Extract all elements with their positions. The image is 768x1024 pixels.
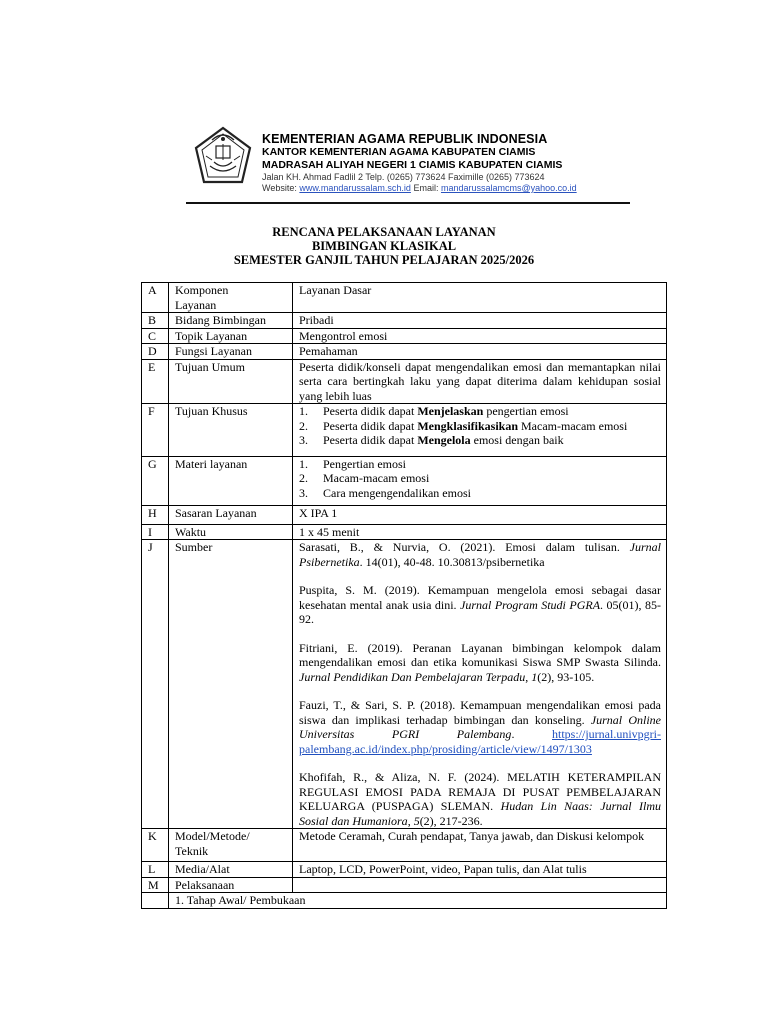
table-row: [142, 359, 667, 404]
website-link[interactable]: www.mandarussalam.sch.id: [299, 183, 411, 193]
row-value: [293, 456, 667, 506]
row-label-line: Layanan: [175, 297, 217, 312]
title-line-1: RENCANA PELAKSANAAN LAYANAN: [272, 225, 496, 239]
service-plan-table: [141, 282, 667, 909]
row-label: Tujuan Umum: [169, 359, 293, 404]
table-row: [142, 344, 667, 360]
ref-text: ,: [407, 813, 414, 828]
list-item: [299, 433, 661, 448]
table-row: [142, 829, 667, 862]
row-value: X IPA 1: [293, 506, 667, 525]
ref-volume: 5: [413, 813, 420, 828]
row-label: Sumber: [169, 540, 293, 829]
ref-text: .: [511, 727, 552, 741]
row-key: H: [142, 506, 169, 525]
row-key: G: [142, 456, 169, 506]
ref-text: (2), 93-105.: [537, 669, 595, 684]
item-text: Pengertian emosi: [323, 456, 406, 471]
item-text: Cara mengengendalikan emosi: [323, 485, 471, 500]
document-title: [0, 225, 768, 267]
row-key: J: [142, 540, 169, 829]
row-label-line: Teknik: [175, 843, 209, 858]
row-value: [293, 404, 667, 457]
ref-text: Puspita, S. M. (2019). Kemampuan mengelola emosi sebagai dasar kesehatan mental anak usia dini.: [299, 583, 661, 612]
row-value: [293, 877, 667, 893]
material-list: [299, 457, 661, 501]
row-key: F: [142, 404, 169, 457]
reference-item: [299, 770, 661, 828]
stage-heading: 1. Tahap Awal/ Pembukaan: [169, 893, 667, 909]
row-key: B: [142, 313, 169, 329]
ref-journal: Jurnal Program Studi PGRA: [460, 597, 601, 612]
item-text: pengertian emosi: [483, 404, 569, 418]
table-row: [142, 404, 667, 457]
reference-list: [293, 540, 667, 829]
list-number: 3.: [299, 485, 308, 500]
row-value: Pemahaman: [293, 344, 667, 360]
ref-text: ,: [525, 669, 532, 684]
row-label: Fungsi Layanan: [169, 344, 293, 360]
row-key: D: [142, 344, 169, 360]
list-number: 2.: [299, 418, 308, 433]
row-value: Pribadi: [293, 313, 667, 329]
table-row: [142, 283, 667, 313]
row-key: I: [142, 524, 169, 540]
row-value: Metode Ceramah, Curah pendapat, Tanya jawab, dan Diskusi kelompok: [293, 829, 667, 862]
row-label: Materi layanan: [169, 456, 293, 506]
table-row: [142, 524, 667, 540]
list-number: 1.: [299, 456, 308, 471]
list-number: 3.: [299, 433, 308, 447]
list-number: 2.: [299, 471, 308, 485]
item-text: Macam-macam emosi: [518, 418, 628, 433]
email-label: Email:: [413, 183, 439, 193]
school-name: MADRASAH ALIYAH NEGERI 1 CIAMIS KABUPATEN CIAMIS: [262, 159, 563, 171]
row-value: Laptop, LCD, PowerPoint, video, Papan tulis, dan Alat tulis: [293, 862, 667, 878]
row-key: A: [142, 283, 169, 313]
reference-item: [299, 698, 661, 756]
item-emphasis: Mengelola: [417, 433, 471, 447]
table-row: [142, 328, 667, 344]
ministry-logo-icon: [192, 126, 254, 190]
list-number: 1.: [299, 404, 308, 418]
row-label: [169, 829, 293, 862]
reference-item: [299, 583, 661, 627]
letterhead-text: [262, 132, 577, 194]
ref-text: Fauzi, T., & Sari, S. P. (2018). Kemampuan mengendalikan emosi pada siswa dan implikasi terhadap bimbingan dan konseling.: [299, 698, 661, 727]
list-item: [299, 471, 661, 486]
item-text: Peserta didik dapat: [323, 433, 418, 447]
row-label: Sasaran Layanan: [169, 506, 293, 525]
item-text: Peserta didik dapat: [323, 404, 418, 418]
row-key: K: [142, 829, 169, 862]
school-address: Jalan KH. Ahmad Fadlil 2 Telp. (0265) 773624 Faximille (0265) 773624: [262, 172, 545, 182]
list-item: [299, 457, 661, 472]
item-emphasis: Menjelaskan: [417, 404, 484, 418]
row-key: M: [142, 877, 169, 893]
item-text: Macam-macam emosi: [323, 471, 430, 485]
row-key-empty: [142, 893, 169, 909]
list-item: [299, 486, 661, 501]
row-key: E: [142, 359, 169, 404]
reference-item: [299, 641, 661, 685]
item-emphasis: Mengklasifikasikan: [417, 418, 519, 433]
row-label: Bidang Bimbingan: [169, 313, 293, 329]
table-row: [142, 456, 667, 506]
ref-text: . 05(01), 85-92.: [299, 597, 661, 626]
row-label: Media/Alat: [169, 862, 293, 878]
table-row: [142, 540, 667, 829]
table-row: [142, 877, 667, 893]
ref-text: Khofifah, R., & Aliza, N. F. (2024). MELATIH KETERAMPILAN REGULASI EMOSI PADA REMAJA DI PUSAT PEMBELAJARAN KELUARGA (PUSPAGA) SLEMAN.: [299, 770, 661, 813]
ministry-name: KEMENTERIAN AGAMA REPUBLIK INDONESIA: [262, 132, 548, 146]
row-label: [169, 283, 293, 313]
ref-journal: Jurnal Psibernetika: [299, 540, 661, 569]
objective-list: [299, 404, 661, 448]
row-value: Peserta didik/konseli dapat mengendalikan emosi dan memantapkan nilai serta cara bertingkah laku yang dapat diterima dalam kehidupan sosial yang lebih luas: [293, 359, 667, 404]
row-label-line: Model/Metode/: [175, 829, 250, 843]
row-label-line: Komponen: [175, 283, 229, 297]
title-line-3: SEMESTER GANJIL TAHUN PELAJARAN 2025/2026: [233, 253, 535, 267]
row-value: Mengontrol emosi: [293, 328, 667, 344]
row-value: Layanan Dasar: [293, 283, 667, 313]
row-value: 1 x 45 menit: [293, 524, 667, 540]
item-text: emosi dengan baik: [470, 433, 564, 447]
row-label: Topik Layanan: [169, 328, 293, 344]
ref-journal: Hudan Lin Naas: Jurnal Ilmu Sosial dan Humaniora: [299, 799, 662, 828]
office-name: KANTOR KEMENTERIAN AGAMA KABUPATEN CIAMIS: [262, 146, 536, 158]
ref-text: Fitriani, E. (2019). Peranan Layanan bimbingan kelompok dalam mengendalikan emosi dan etika komunikasi Siswa SMP Swasta Silinda.: [299, 640, 661, 669]
ref-text: . 14(01), 40-48. 10.30813/psibernetika: [359, 554, 545, 569]
ref-journal: Jurnal Online Universitas PGRI Palembang: [299, 712, 661, 741]
reference-item: [299, 540, 661, 569]
ref-journal: Jurnal Pendidikan Dan Pembelajaran Terpadu: [299, 669, 526, 684]
list-item: [299, 404, 661, 419]
school-contact: [262, 183, 577, 194]
ref-volume: 1: [531, 669, 538, 684]
website-label: Website:: [262, 183, 297, 193]
row-label: Pelaksanaan: [169, 877, 293, 893]
row-label: Waktu: [169, 524, 293, 540]
list-item: [299, 419, 661, 434]
row-label: Tujuan Khusus: [169, 404, 293, 457]
email-link[interactable]: mandarussalamcms@yahoo.co.id: [440, 183, 577, 193]
ref-text: (2), 217-236.: [419, 813, 483, 828]
item-text: Peserta didik dapat: [323, 418, 418, 433]
table-row: [142, 506, 667, 525]
table-row: [142, 313, 667, 329]
letterhead-divider: [186, 202, 630, 204]
title-line-2: BIMBINGAN KLASIKAL: [311, 239, 457, 253]
row-key: C: [142, 328, 169, 344]
ref-text: Sarasati, B., & Nurvia, O. (2021). Emosi dalam tulisan.: [299, 540, 630, 554]
ref-link[interactable]: https://jurnal.univpgri-palembang.ac.id/index.php/prosiding/article/view/1497/1303: [299, 727, 661, 756]
table-row: [142, 893, 667, 909]
row-key: L: [142, 862, 169, 878]
table-row: [142, 862, 667, 878]
letterhead: [190, 124, 630, 204]
